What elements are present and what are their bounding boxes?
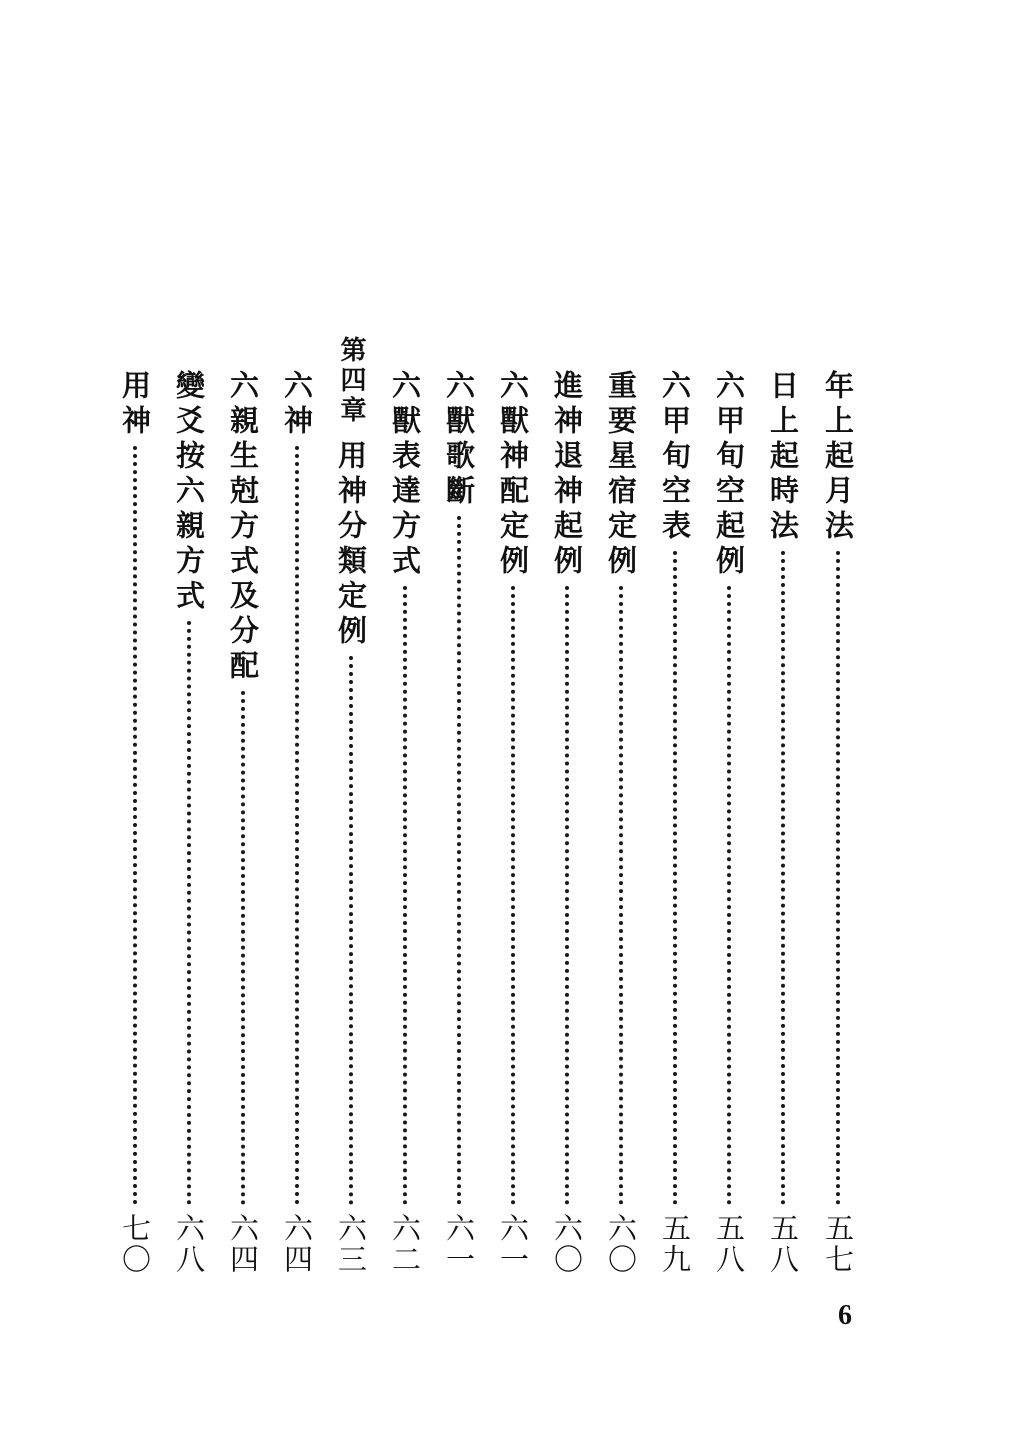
- dot-leader: [565, 586, 569, 1205]
- entry-title: 日上起時法: [766, 370, 800, 545]
- dot-leader: [511, 586, 515, 1205]
- toc-entry: [221, 370, 265, 1275]
- toc-entry: [491, 370, 535, 1275]
- dot-leader: [457, 516, 461, 1205]
- dot-leader: [349, 656, 353, 1205]
- entry-page-number: 六〇: [550, 1213, 584, 1275]
- entry-page-number: 六八: [172, 1213, 206, 1275]
- entry-title: 用神: [118, 370, 152, 440]
- dot-leader: [403, 586, 407, 1205]
- entry-page-number: 六二: [388, 1213, 422, 1275]
- entry-title: 六獸神配定例: [496, 370, 530, 580]
- toc-entry: [816, 370, 860, 1275]
- entry-title: 六獸歌斷: [442, 370, 476, 510]
- entry-page-number: 五八: [766, 1213, 800, 1275]
- toc-entry: [545, 370, 589, 1275]
- toc-entry: [761, 370, 805, 1275]
- entry-title: 重要星宿定例: [604, 370, 638, 580]
- toc-entry: [275, 370, 319, 1275]
- entry-title: 六神: [280, 370, 314, 440]
- dot-leader: [133, 446, 137, 1205]
- entry-page-number: 七〇: [118, 1213, 152, 1275]
- dot-leader: [295, 446, 299, 1205]
- chapter-label: 第四章: [336, 336, 366, 426]
- entry-page-number: 五九: [658, 1213, 692, 1275]
- toc-entry: [167, 370, 211, 1275]
- dot-leader: [673, 551, 677, 1205]
- entry-page-number: 五八: [712, 1213, 746, 1275]
- entry-page-number: 六一: [496, 1213, 530, 1275]
- entry-title: 用神分類定例: [334, 440, 368, 650]
- toc-entry: [383, 370, 427, 1275]
- page-number: 6: [838, 1300, 852, 1331]
- entry-page-number: 六四: [280, 1213, 314, 1275]
- entry-title: 六獸表達方式: [388, 370, 422, 580]
- dot-leader: [781, 551, 785, 1205]
- toc-entry: [437, 370, 481, 1275]
- entry-title: 六甲旬空表: [658, 370, 692, 545]
- toc-entry: [707, 370, 751, 1275]
- entry-title: 進神退神起例: [550, 370, 584, 580]
- dot-leader: [727, 586, 731, 1205]
- dot-leader: [619, 586, 623, 1205]
- dot-leader: [187, 621, 191, 1205]
- toc-entry: [599, 370, 643, 1275]
- entry-page-number: 六四: [226, 1213, 260, 1275]
- entry-page-number: 六〇: [604, 1213, 638, 1275]
- entry-page-number: 六三: [334, 1213, 368, 1275]
- entry-title: 六親生尅方式及分配: [226, 370, 260, 685]
- dot-leader: [836, 551, 840, 1205]
- toc-entry-chapter: [329, 336, 373, 1275]
- entry-title: 年上起月法: [821, 370, 855, 545]
- entry-title: 變爻按六親方式: [172, 370, 206, 615]
- entry-title: 六甲旬空起例: [712, 370, 746, 580]
- toc-entry: [653, 370, 697, 1275]
- entry-page-number: 六一: [442, 1213, 476, 1275]
- entry-page-number: 五七: [821, 1213, 855, 1275]
- toc-entry: [113, 370, 157, 1275]
- dot-leader: [241, 691, 245, 1205]
